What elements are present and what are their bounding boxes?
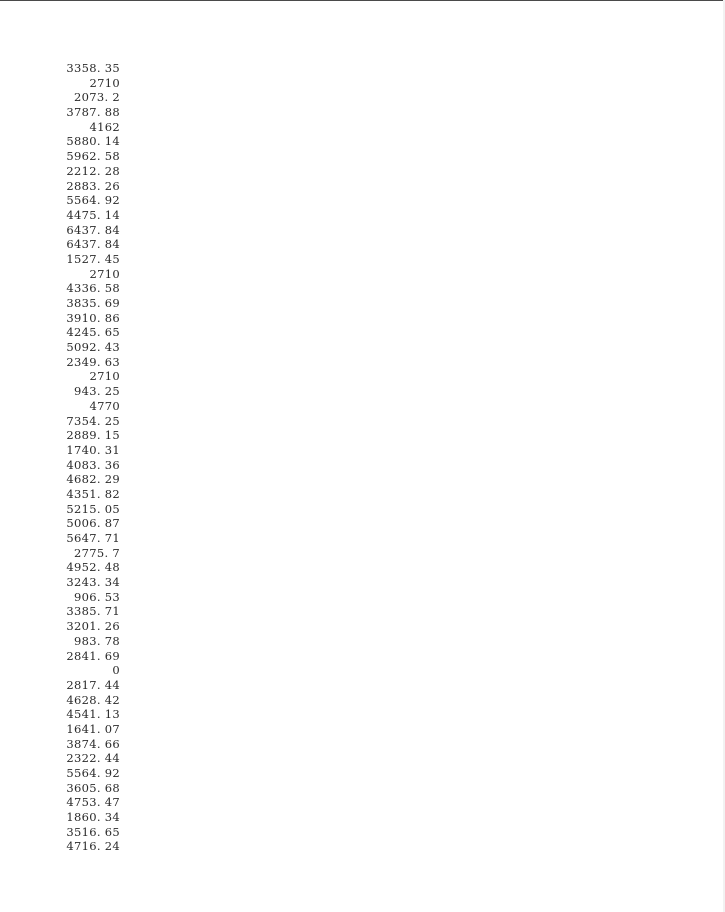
number-cell: 3385. 71 — [66, 604, 120, 619]
page-top-border — [0, 0, 725, 1]
number-cell: 5215. 05 — [66, 501, 120, 516]
number-cell: 4336. 58 — [66, 281, 120, 296]
number-cell: 983. 78 — [74, 633, 120, 648]
number-cell: 4541. 13 — [66, 707, 120, 722]
number-cell: 3201. 26 — [66, 619, 120, 634]
number-cell: 906. 53 — [74, 589, 120, 604]
number-cell: 1527. 45 — [66, 251, 120, 266]
number-cell: 4770 — [89, 398, 120, 413]
number-cell: 2073. 2 — [74, 90, 120, 105]
number-cell: 6437. 84 — [66, 237, 120, 252]
number-cell: 1740. 31 — [66, 442, 120, 457]
number-cell: 4351. 82 — [66, 486, 120, 501]
number-cell: 4162 — [89, 119, 120, 134]
number-cell: 2817. 44 — [66, 677, 120, 692]
number-cell: 4716. 24 — [66, 839, 120, 854]
number-cell: 3910. 86 — [66, 310, 120, 325]
number-cell: 3243. 34 — [66, 575, 120, 590]
number-cell: 2841. 69 — [66, 648, 120, 663]
number-cell: 3358. 35 — [66, 61, 120, 75]
number-cell: 2883. 26 — [66, 178, 120, 193]
number-cell: 3835. 69 — [66, 296, 120, 310]
number-cell: 1860. 34 — [66, 810, 120, 825]
number-cell: 2349. 63 — [66, 354, 120, 369]
number-cell: 4753. 47 — [66, 795, 120, 810]
number-cell: 2212. 28 — [66, 163, 120, 178]
number-cell: 5564. 92 — [66, 193, 120, 208]
number-cell: 7354. 25 — [66, 413, 120, 428]
number-cell: 3874. 66 — [66, 736, 120, 751]
number-cell: 4952. 48 — [66, 560, 120, 575]
number-cell: 4083. 36 — [66, 457, 120, 472]
number-column — [40, 61, 120, 854]
number-cell: 5006. 87 — [66, 516, 120, 531]
number-cell: 4245. 65 — [66, 325, 120, 340]
number-cell: 3787. 88 — [66, 105, 120, 120]
number-cell: 0 — [112, 663, 120, 678]
number-cell: 5564. 92 — [66, 766, 120, 780]
number-cell: 3516. 65 — [66, 824, 120, 839]
number-cell: 5092. 43 — [66, 340, 120, 355]
number-cell: 943. 25 — [74, 384, 120, 399]
number-cell: 2710 — [89, 75, 120, 90]
number-cell: 2710 — [89, 266, 120, 281]
number-cell: 5962. 58 — [66, 149, 120, 164]
number-cell: 4628. 42 — [66, 692, 120, 707]
number-cell: 2322. 44 — [66, 751, 120, 766]
number-cell: 5880. 14 — [66, 134, 120, 149]
number-cell: 2775. 7 — [74, 545, 120, 560]
number-cell: 3605. 68 — [66, 780, 120, 795]
number-cell: 2710 — [89, 369, 120, 384]
number-cell: 6437. 84 — [66, 222, 120, 237]
number-cell: 4682. 29 — [66, 472, 120, 487]
number-cell: 2889. 15 — [66, 428, 120, 443]
number-cell: 5647. 71 — [66, 531, 120, 545]
number-cell: 4475. 14 — [66, 207, 120, 222]
number-cell: 1641. 07 — [66, 721, 120, 736]
